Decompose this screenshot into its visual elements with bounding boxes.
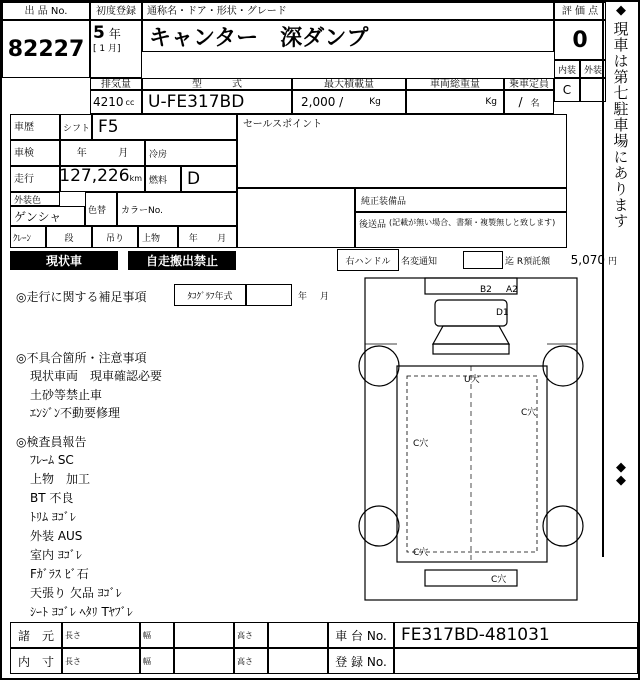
sales-point-label: セールスポイント [237, 114, 567, 188]
lot-number-label: 出 品 No. [2, 2, 90, 20]
inspector-list [30, 451, 133, 622]
model-name-value: キャンター 深ダンプ [142, 20, 554, 52]
after-delivery-label [355, 212, 567, 248]
spec-height-value [268, 622, 328, 648]
exterior-color-label: 外装色 [10, 192, 60, 206]
list-item: 外装 AUS [30, 528, 83, 543]
ac-label: 冷房 [145, 140, 237, 166]
deposit-label: 迄 R預託額 [505, 256, 551, 267]
seats-value [504, 90, 554, 114]
crane-label: ｸﾚｰﾝ [10, 226, 46, 248]
exterior-grade-label: 外装 [580, 60, 606, 78]
rating-value: 0 [554, 20, 606, 60]
diagram-mark: U大 [464, 375, 480, 385]
gvw-label: 車両総重量 [406, 78, 504, 90]
no-self-drive-bar: 自走搬出禁止 [128, 251, 236, 270]
stage-label: 段 [46, 226, 92, 248]
repaint-label: 色替 [85, 192, 117, 226]
history-label: 車歴 [10, 114, 60, 140]
gvw-unit: Kg [485, 97, 497, 107]
list-item: ﾌﾚｰﾑ SC [30, 453, 74, 467]
displacement-value [90, 90, 142, 114]
shift-value: F5 [92, 114, 237, 140]
diamond-icon: ◆ [616, 460, 626, 475]
max-load-number: 2,000 / [301, 95, 344, 109]
type-value: U-FE317BD [142, 90, 292, 114]
genuine-equipment-label: 純正装備品 [355, 188, 567, 212]
model-name-label: 通称名・ドア・形状・グレード [142, 2, 554, 20]
rating-label: 評 価 点 [554, 2, 606, 20]
seats-unit: 名 [530, 98, 540, 109]
parking-notice-text: 現車は第七駐車場にあります [611, 21, 630, 229]
diagram-mark: C穴 [413, 439, 429, 449]
diagram-mark: D1 [496, 308, 509, 318]
vehicle-diagram [337, 274, 607, 604]
list-item: BT 不良 [30, 490, 74, 505]
size-height-label: 高さ [234, 648, 268, 674]
gvw-value [406, 90, 504, 114]
shift-label: シフト [60, 114, 92, 140]
diagram-mark: C穴 [413, 548, 429, 558]
list-item: 上物 加工 [30, 471, 91, 486]
defect-title: ◎不具合箇所・注意事項 [16, 351, 147, 365]
spec-label: 諸 元 [10, 622, 62, 648]
sales-point-lower [237, 188, 355, 248]
list-item: 室内 ﾖｺﾞﾚ [30, 547, 82, 562]
chassis-number-value: FE317BD-481031 [394, 622, 638, 648]
size-width-label: 幅 [140, 648, 174, 674]
type-label: 型 式 [142, 78, 292, 90]
exterior-color-value: ゲンシャ [10, 206, 85, 226]
defect-list [30, 367, 162, 423]
list-item: Fｶﾞﾗｽ ﾋﾞ石 [30, 566, 89, 581]
tachograph-year-unit: 年 [298, 291, 308, 302]
interior-grade-value: C [554, 78, 580, 102]
deposit-value: 5,070 [570, 253, 605, 267]
deposit-unit: 円 [608, 256, 618, 267]
fuel-label: 燃料 [145, 166, 181, 192]
spec-length-label: 長さ [62, 622, 140, 648]
first-registration-value [90, 20, 142, 78]
tachograph-year-label: ﾀｺｸﾞﾗﾌ年式 [174, 284, 246, 306]
handle-position: 右ハンドル [337, 249, 399, 271]
lot-number-value: 82227 [2, 20, 90, 78]
register-number-label: 登 録 No. [328, 648, 394, 674]
color-number-label: カラーNo. [117, 192, 237, 226]
mileage-number: 127,226 [59, 166, 130, 186]
mileage-value [60, 166, 145, 192]
inspection-value [60, 140, 145, 166]
displacement-unit: cc [125, 97, 135, 107]
size-length-label: 長さ [62, 648, 140, 674]
spec-width-label: 幅 [140, 622, 174, 648]
as-is-bar: 現状車 [10, 251, 118, 270]
inspection-year: 年 [76, 147, 87, 159]
diagram-mark: C穴 [491, 575, 507, 585]
chassis-number-label: 車 台 No. [328, 622, 394, 648]
tachograph-year-field[interactable] [246, 284, 292, 306]
uwamono-month: 月 [217, 233, 227, 244]
displacement-label: 排気量 [90, 78, 142, 90]
uwamono-year: 年 [188, 233, 198, 244]
size-width-value [174, 648, 234, 674]
uwamono-label: 上物 [138, 226, 178, 248]
interior-grade-label: 内装 [554, 60, 580, 78]
inspection-label: 車検 [10, 140, 60, 166]
seats-label: 乗車定員 [504, 78, 554, 90]
diamond-icon: ◆ [616, 3, 626, 18]
max-load-value [292, 90, 406, 114]
after-delivery-note: (記載が無い場合、書類・複製無しと致します) [389, 218, 556, 227]
diamond-icon: ◆ [616, 473, 626, 488]
list-item: ｴﾝｼﾞﾝ不動要修理 [30, 406, 121, 421]
size-height-value [268, 648, 328, 674]
after-delivery-text: 後送品 [359, 220, 387, 230]
list-item: ｼｰﾄ ﾖｺﾞﾚ ﾍﾀﾘ Tﾔﾌﾞﾚ [30, 604, 133, 619]
inspector-title: ◎検査員報告 [16, 435, 87, 449]
first-registration-year-unit: 年 [108, 27, 121, 41]
parking-notice-banner [602, 2, 638, 557]
name-change-field[interactable] [463, 251, 503, 269]
tsuri-label: 吊り [92, 226, 138, 248]
diagram-mark: A2 [506, 285, 518, 295]
name-change-label: 名変通知 [401, 256, 438, 267]
inspection-month: 月 [118, 147, 129, 159]
list-item: ﾄﾘﾑ ﾖｺﾞﾚ [30, 509, 76, 524]
max-load-label: 最大積載量 [292, 78, 406, 90]
list-item: 土砂等禁止車 [30, 387, 103, 402]
first-registration-label: 初度登録 [90, 2, 142, 20]
mileage-label: 走行 [10, 166, 60, 192]
first-registration-year: 5 [93, 23, 105, 43]
first-registration-month: [ 1 月] [93, 43, 121, 54]
max-load-unit: Kg [369, 97, 381, 107]
mileage-unit: km [129, 174, 142, 183]
fuel-value: D [181, 166, 237, 192]
register-number-value [394, 648, 638, 674]
list-item: 現状車両 現車確認必要 [30, 369, 163, 383]
uwamono-date [178, 226, 237, 248]
diagram-mark: C穴 [521, 408, 537, 418]
drive-note-label: ◎走行に関する補足事項 [16, 290, 147, 304]
list-item: 天張り 欠品 ﾖｺﾞﾚ [30, 585, 122, 600]
displacement-number: 4210 [93, 95, 124, 109]
spec-height-label: 高さ [234, 622, 268, 648]
tachograph-month-unit: 月 [320, 291, 330, 302]
spec-width-value [174, 622, 234, 648]
diagram-mark: B2 [480, 285, 492, 295]
inner-size-label: 内 寸 [10, 648, 62, 674]
seats-number: / [518, 95, 523, 109]
